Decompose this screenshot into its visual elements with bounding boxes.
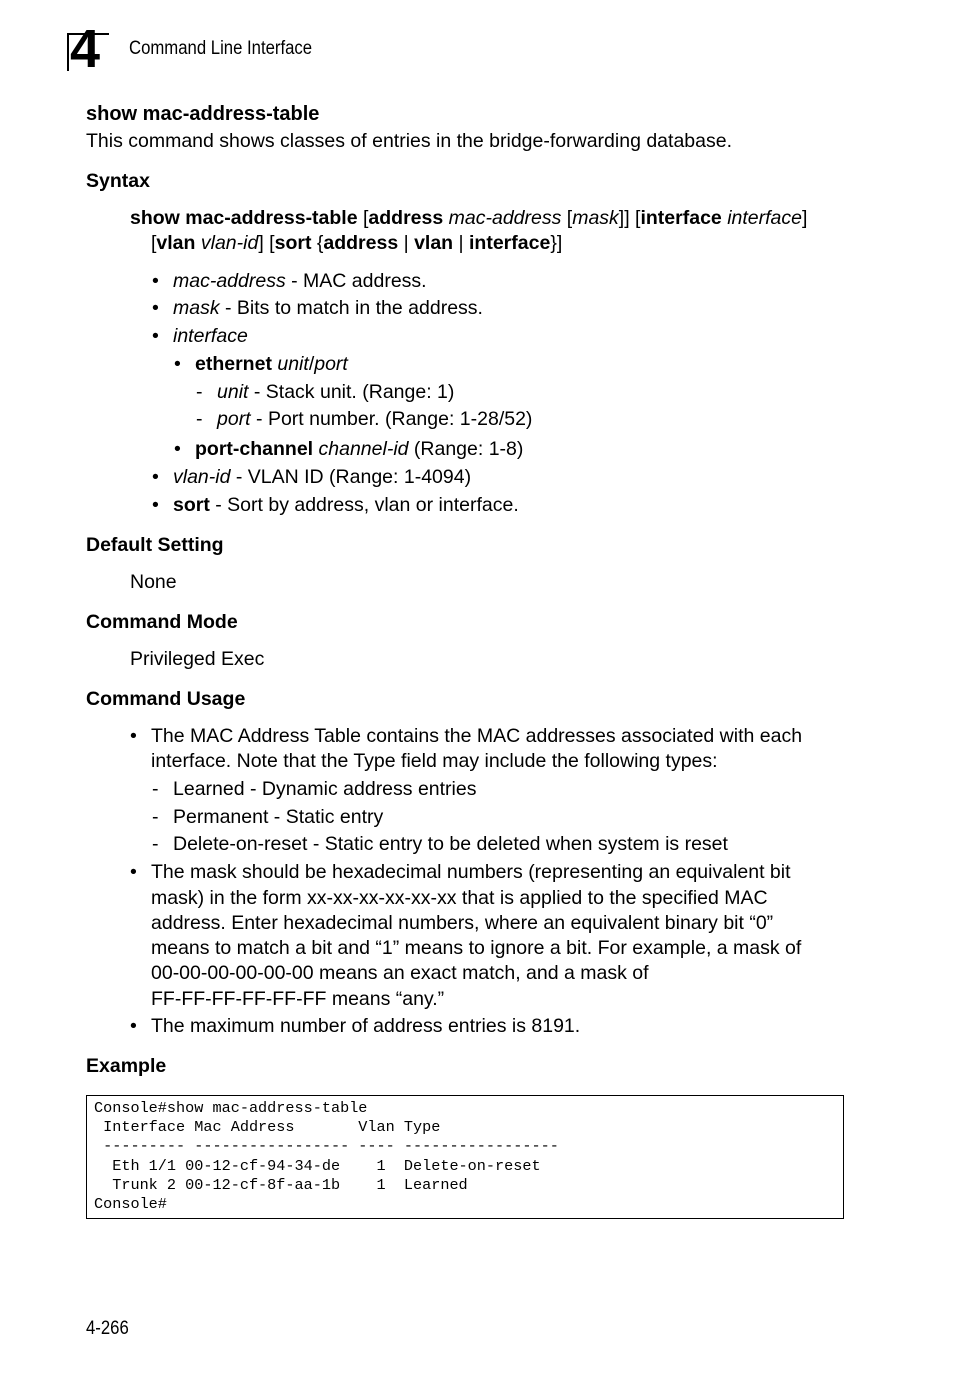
command-title: show mac-address-table [86, 103, 320, 125]
param-port-channel [195, 438, 523, 461]
command-usage-heading: Command Usage [86, 688, 246, 710]
param-desc: - Stack unit. (Range: 1) [248, 381, 455, 403]
syntax-punct: ]] [ [618, 207, 641, 229]
syntax-punct: | [398, 232, 415, 254]
param-desc: - VLAN ID (Range: 1-4094) [230, 466, 472, 488]
param-term: mask [173, 297, 220, 319]
dash-icon: - [196, 381, 203, 403]
code-line: --------- ----------------- ---- ----------------- [94, 1137, 559, 1155]
usage-text: The MAC Address Table contains the MAC addresses associated with each [151, 725, 803, 747]
syntax-kw-address: address [368, 207, 444, 229]
usage-text: FF-FF-FF-FF-FF-FF means “any.” [151, 988, 445, 1010]
param-desc: - Bits to match in the address. [219, 297, 483, 319]
param-desc: - MAC address. [285, 270, 427, 292]
syntax-arg-mask: mask [572, 207, 619, 229]
syntax-line-1 [130, 207, 807, 230]
param-unit-desc [217, 381, 454, 404]
param-sort [173, 494, 519, 517]
param-port: port [314, 353, 348, 375]
code-line: Eth 1/1 00-12-cf-94-34-de 1 Delete-on-reset [94, 1157, 541, 1175]
default-setting-heading: Default Setting [86, 534, 224, 556]
param-desc: - Sort by address, vlan or interface. [209, 494, 519, 516]
syntax-cmd: show mac-address-table [130, 207, 358, 229]
syntax-kw-interface: interface [469, 232, 551, 254]
syntax-arg-mac: mac-address [448, 207, 562, 229]
param-kw: port-channel [195, 438, 314, 460]
syntax-arg-vlanid: vlan-id [200, 232, 259, 254]
dash-icon: - [152, 778, 159, 800]
bullet-icon: • [152, 325, 159, 347]
syntax-punct: [ [357, 207, 369, 229]
param-vlan-id [173, 466, 471, 489]
bullet-icon: • [130, 1015, 137, 1037]
param-slash: / [308, 353, 315, 375]
syntax-kw-interface: interface [640, 207, 722, 229]
param-term: vlan-id [173, 466, 231, 488]
page-number: 4-266 [86, 1318, 129, 1339]
usage-text: address. Enter hexadecimal numbers, where an equivalent binary bit “0” [151, 912, 774, 934]
param-term: mac-address [173, 270, 286, 292]
syntax-punct: ] [ [258, 232, 275, 254]
bullet-icon: • [152, 494, 159, 516]
command-mode-heading: Command Mode [86, 611, 238, 633]
syntax-kw-vlan: vlan [414, 232, 454, 254]
usage-text: 00-00-00-00-00-00 means an exact match, and a mask of [151, 962, 649, 984]
syntax-arg-interface: interface [727, 207, 802, 229]
bullet-icon: • [174, 353, 181, 375]
param-unit: unit [277, 353, 309, 375]
param-desc: - Port number. (Range: 1-28/52) [250, 408, 533, 430]
code-line: Console#show mac-address-table [94, 1099, 368, 1117]
syntax-heading: Syntax [86, 170, 150, 192]
usage-text: interface. Note that the Type field may include the following types: [151, 750, 718, 772]
syntax-kw-address: address [323, 232, 399, 254]
syntax-kw-vlan: vlan [156, 232, 196, 254]
syntax-punct: [ [151, 232, 157, 254]
dash-icon: - [152, 833, 159, 855]
usage-subitem: Permanent - Static entry [173, 806, 384, 828]
param-term: port [217, 408, 251, 430]
syntax-punct: { [311, 232, 324, 254]
code-line: Trunk 2 00-12-cf-8f-aa-1b 1 Learned [94, 1176, 468, 1194]
param-mac-address [173, 270, 427, 293]
param-term: interface [173, 325, 248, 347]
param-term: unit [217, 381, 249, 403]
param-port-desc [217, 408, 532, 431]
syntax-punct: | [453, 232, 470, 254]
dash-icon: - [152, 806, 159, 828]
bullet-icon: • [174, 438, 181, 460]
usage-text: means to match a bit and “1” means to ignore a bit. For example, a mask of [151, 937, 802, 959]
bullet-icon: • [152, 270, 159, 292]
syntax-punct: ] [801, 207, 808, 229]
bullet-icon: • [130, 725, 137, 747]
bullet-icon: • [152, 466, 159, 488]
command-mode-value: Privileged Exec [130, 648, 265, 670]
command-description: This command shows classes of entries in the bridge-forwarding database. [86, 130, 732, 152]
syntax-punct: [ [561, 207, 573, 229]
usage-subitem: Delete-on-reset - Static entry to be deleted when system is reset [173, 833, 728, 855]
usage-text: mask) in the form xx-xx-xx-xx-xx-xx that is applied to the specified MAC [151, 887, 768, 909]
usage-subitem: Learned - Dynamic address entries [173, 778, 477, 800]
param-ethernet [195, 353, 348, 376]
dash-icon: - [196, 408, 203, 430]
usage-text: The maximum number of address entries is 8191. [151, 1015, 581, 1037]
param-desc: (Range: 1-8) [408, 438, 524, 460]
code-line: Console# [94, 1195, 167, 1213]
bullet-icon: • [130, 861, 137, 883]
param-mask [173, 297, 483, 320]
param-interface [173, 325, 248, 348]
bullet-icon: • [152, 297, 159, 319]
param-arg: channel-id [318, 438, 409, 460]
default-setting-value: None [130, 571, 177, 593]
syntax-punct: }] [550, 232, 563, 254]
chapter-number: 4 [70, 19, 101, 79]
param-kw: ethernet [195, 353, 272, 375]
chapter-title: Command Line Interface [129, 38, 313, 59]
usage-text: The mask should be hexadecimal numbers (representing an equivalent bit [151, 861, 791, 883]
syntax-line-2 [151, 232, 562, 255]
syntax-kw-sort: sort [274, 232, 312, 254]
param-term: sort [173, 494, 210, 516]
code-line: Interface Mac Address Vlan Type [94, 1118, 441, 1136]
example-heading: Example [86, 1055, 167, 1077]
